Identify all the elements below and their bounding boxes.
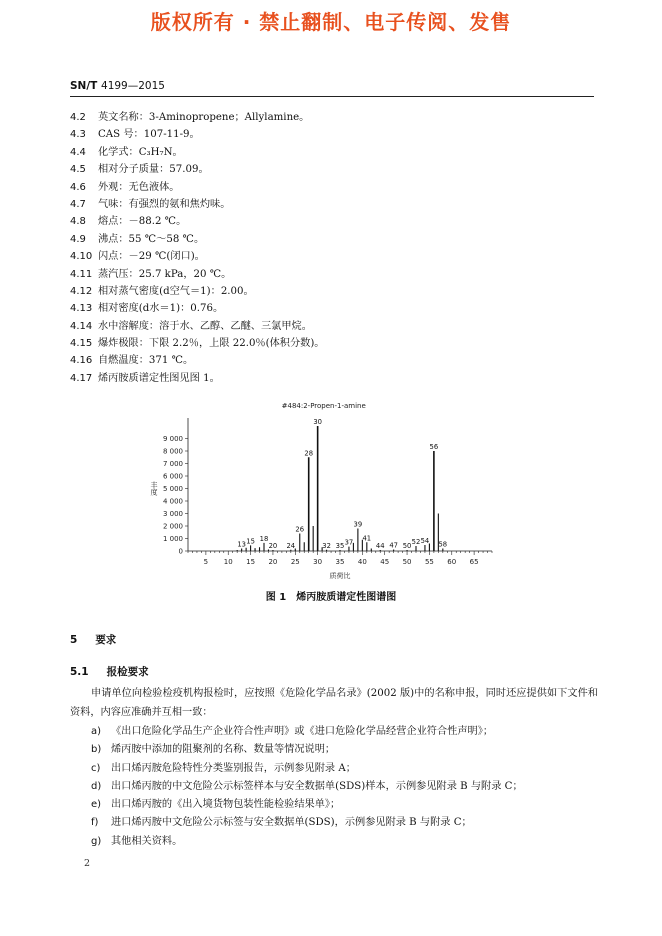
list-text: 出口烯丙胺的中文危险公示标签样本与安全数据单(SDS)样本，示例参见附录 B 与附录 C； xyxy=(111,780,523,792)
x-tick-label: 55 xyxy=(424,558,434,566)
property-number: 4.2 xyxy=(70,112,86,123)
property-item xyxy=(70,213,600,230)
y-tick-label: 0 xyxy=(178,547,183,556)
y-tick-label: 3 000 xyxy=(162,510,183,518)
property-list xyxy=(70,109,600,387)
property-text: 闪点：－29 ℃(闭口)。 xyxy=(98,251,205,263)
property-number: 4.7 xyxy=(70,198,86,210)
standard-id xyxy=(70,80,165,92)
list-item xyxy=(91,760,601,778)
list-text: 其他相关资料。 xyxy=(111,835,183,847)
y-tick-label: 2 000 xyxy=(162,522,183,531)
property-number: 4.4 xyxy=(70,146,86,158)
peak-label: 37 xyxy=(344,538,354,547)
peak-label: 26 xyxy=(295,525,305,534)
property-text: 蒸汽压：25.7 kPa，20 ℃。 xyxy=(98,268,232,280)
x-tick-label: 30 xyxy=(313,558,323,566)
property-text: 英文名称：3-Aminopropene；Allylamine。 xyxy=(98,112,310,123)
section-5-number: 5 xyxy=(70,634,78,646)
y-axis-label: 丰度 xyxy=(150,481,158,496)
property-item xyxy=(70,126,600,143)
peak-label: 54 xyxy=(420,537,430,545)
peak-label: 32 xyxy=(322,541,331,550)
property-number: 4.14 xyxy=(70,320,93,332)
list-text: 出口烯丙胺危险特性分类鉴别报告，示例参见附录 A； xyxy=(111,762,356,774)
list-marker: e) xyxy=(91,799,102,811)
property-number: 4.3 xyxy=(70,129,86,141)
peak-label: 44 xyxy=(375,542,385,550)
page-number: 2 xyxy=(84,858,91,869)
x-tick-label: 60 xyxy=(447,558,457,566)
y-tick-label: 5 000 xyxy=(162,485,183,493)
property-number: 4.5 xyxy=(70,164,86,176)
property-text: 外观：无色液体。 xyxy=(98,181,180,193)
property-item xyxy=(70,231,600,248)
list-text: 出口烯丙胺的《出入境货物包装性能检验结果单》； xyxy=(111,799,341,811)
list-marker: c) xyxy=(91,762,101,774)
chart-title: #484:2-Propen-1-amine xyxy=(281,402,366,410)
property-text: 水中溶解度：溶于水、乙醇、乙醚、三氯甲烷。 xyxy=(98,320,312,332)
list-item xyxy=(91,796,601,814)
standard-prefix: SN/T xyxy=(70,80,98,92)
document-list xyxy=(91,723,601,851)
property-number: 4.10 xyxy=(70,251,93,263)
x-tick-label: 40 xyxy=(357,558,367,566)
peak-label: 13 xyxy=(237,540,246,549)
x-tick-label: 65 xyxy=(469,558,479,566)
property-item xyxy=(70,335,600,352)
peak-label: 47 xyxy=(389,541,398,550)
list-text: 《出口危险化学品生产企业符合性声明》或《进口危险化学品经营企业符合性声明》； xyxy=(111,726,494,737)
peak-label: 18 xyxy=(259,534,269,543)
property-item xyxy=(70,196,600,213)
property-item xyxy=(70,161,600,178)
requirement-paragraph: 申请单位向检验检疫机构报检时，应按照《危险化学品名录》(2002 版)中的名称申报，同时还应提供如下文件和资料，内容应准确并互相一致： xyxy=(70,688,598,718)
y-tick-label: 8 000 xyxy=(162,447,183,456)
header-rule xyxy=(70,96,594,97)
x-tick-label: 10 xyxy=(223,558,233,566)
list-marker: f) xyxy=(91,817,99,829)
section-5-1-title: 报检要求 xyxy=(106,666,149,678)
property-item xyxy=(70,179,600,196)
peak-label: 28 xyxy=(304,449,314,458)
standard-number: 4199—2015 xyxy=(101,80,165,92)
section-5-title: 要求 xyxy=(95,634,117,646)
peak-label: 24 xyxy=(286,541,296,550)
property-item xyxy=(70,109,600,126)
peak-label: 58 xyxy=(438,540,448,549)
y-tick-label: 9 000 xyxy=(162,435,183,443)
property-text: 沸点：55 ℃～58 ℃。 xyxy=(98,233,205,245)
property-item xyxy=(70,283,600,300)
property-text: 相对密度(d水＝1)：0.76。 xyxy=(98,303,224,315)
list-item xyxy=(91,814,601,832)
property-item xyxy=(70,370,600,387)
property-number: 4.15 xyxy=(70,338,93,350)
list-marker: d) xyxy=(91,780,102,792)
peak-label: 30 xyxy=(313,418,322,427)
peak-label: 52 xyxy=(411,538,421,546)
property-number: 4.13 xyxy=(70,303,93,315)
property-item xyxy=(70,352,600,369)
x-tick-label: 25 xyxy=(290,558,300,566)
property-number: 4.8 xyxy=(70,216,86,228)
peak-label: 20 xyxy=(268,542,278,550)
property-text: 爆炸极限：下限 2.2％，上限 22.0％(体积分数)。 xyxy=(98,338,325,350)
figure-caption: 图 1 烯丙胺质谱定性图谱图 xyxy=(265,592,397,603)
peak-label: 50 xyxy=(402,542,412,550)
x-tick-label: 20 xyxy=(268,558,278,566)
x-tick-label: 35 xyxy=(335,558,345,566)
property-number: 4.11 xyxy=(70,268,93,280)
section-5-1-heading xyxy=(70,664,149,679)
property-text: 熔点：－88.2 ℃。 xyxy=(98,216,187,228)
section-5-1-number: 5.1 xyxy=(70,666,89,678)
x-axis-label: 质荷比 xyxy=(329,572,351,580)
property-number: 4.17 xyxy=(70,372,93,384)
peak-label: 35 xyxy=(335,542,345,550)
list-item xyxy=(91,778,601,796)
property-text: 化学式：C₃H₇N。 xyxy=(98,146,183,158)
property-number: 4.9 xyxy=(70,233,86,245)
x-tick-label: 45 xyxy=(380,558,390,566)
property-text: 自燃温度：371 ℃。 xyxy=(98,355,194,367)
property-item xyxy=(70,248,600,265)
peak-label: 15 xyxy=(246,537,255,546)
list-item xyxy=(91,741,601,759)
property-item xyxy=(70,144,600,161)
x-tick-label: 15 xyxy=(246,558,256,566)
property-number: 4.6 xyxy=(70,181,86,193)
peak-label: 56 xyxy=(429,443,439,451)
y-tick-label: 7 000 xyxy=(162,460,183,468)
property-text: 相对分子质量：57.09。 xyxy=(98,164,209,176)
peak-label: 41 xyxy=(362,534,372,543)
list-marker: g) xyxy=(91,835,102,847)
x-tick-label: 50 xyxy=(402,558,412,566)
list-text: 烯丙胺中添加的阻聚剂的名称、数量等情况说明； xyxy=(111,744,336,756)
section-5-heading xyxy=(70,632,116,647)
peak-label: 39 xyxy=(353,520,363,529)
property-text: 气味：有强烈的氨和焦灼味。 xyxy=(98,198,231,210)
property-number: 4.16 xyxy=(70,355,93,367)
y-tick-label: 6 000 xyxy=(162,472,183,481)
property-number: 4.12 xyxy=(70,285,93,297)
list-marker: a) xyxy=(91,726,102,737)
mass-spectrum-chart xyxy=(140,396,520,581)
property-item xyxy=(70,266,600,283)
property-text: 烯丙胺质谱定性图见图 1。 xyxy=(98,372,220,384)
copyright-banner: 版权所有 · 禁止翻制、电子传阅、发售 xyxy=(150,10,512,34)
list-text: 进口烯丙胺中文危险公示标签与安全数据单(SDS)，示例参见附录 B 与附录 C； xyxy=(111,817,472,829)
x-tick-label: 5 xyxy=(203,558,209,566)
property-item xyxy=(70,318,600,335)
y-tick-label: 1 000 xyxy=(162,535,183,543)
property-text: 相对蒸气密度(d空气＝1)：2.00。 xyxy=(98,285,254,297)
list-item xyxy=(91,833,601,851)
y-tick-label: 4 000 xyxy=(162,497,183,506)
property-text: CAS 号：107-11-9。 xyxy=(98,129,200,141)
list-marker: b) xyxy=(91,744,102,756)
list-item xyxy=(91,723,601,741)
property-item xyxy=(70,300,600,317)
